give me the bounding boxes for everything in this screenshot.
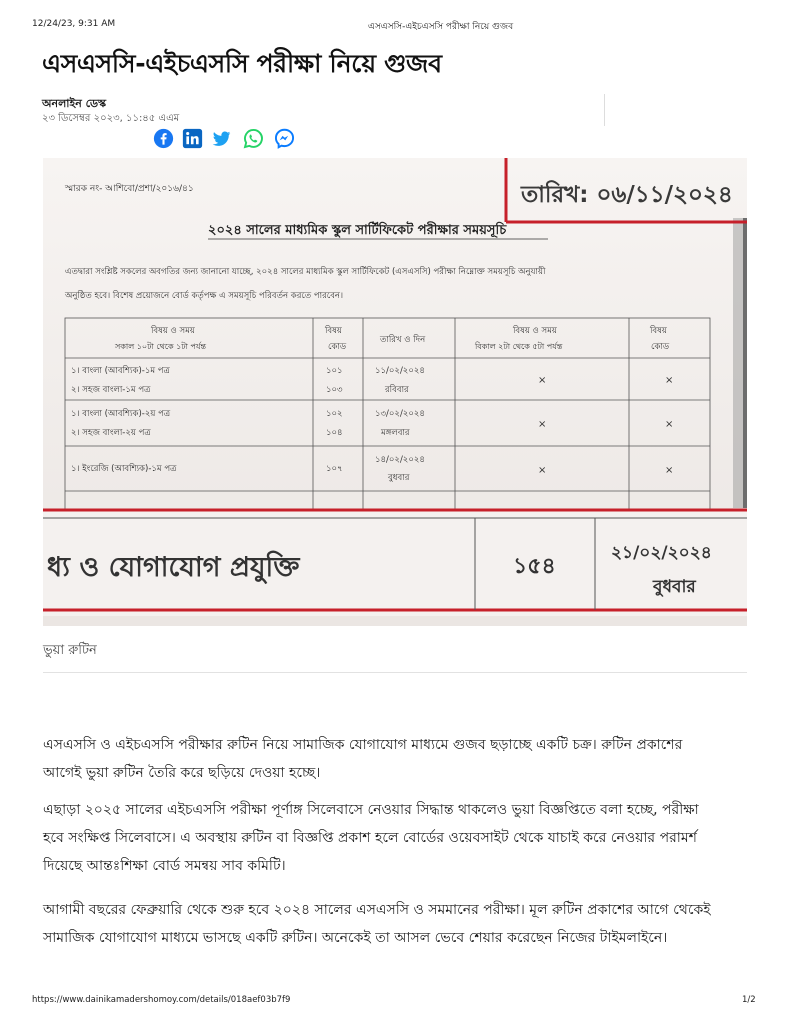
row2-code-1: ১০২	[326, 409, 343, 419]
row2-pm: ×	[538, 419, 547, 430]
row1-subject-2: ২। সহজ বাংলা-১ম পত্র	[71, 385, 151, 395]
row3-date: ১৪/০২/২০২৪	[375, 455, 425, 465]
messenger-icon[interactable]	[274, 128, 295, 149]
row2-subject-1: ১। বাংলা (আবশ্যিক)-২য় পত্র	[71, 409, 171, 419]
row3-pm: ×	[538, 465, 547, 476]
row1-pm: ×	[538, 375, 547, 386]
col-subject-morning: বিষয় ও সময়	[151, 326, 195, 336]
linkedin-icon[interactable]	[182, 128, 203, 149]
notice-line-2: অনুষ্ঠিত হবে। বিশেষ প্রয়োজনে বোর্ড কর্তৃপক্ষ এ সময়সূচি পরিবর্তন করতে পারবেন।	[65, 291, 344, 301]
zoomed-inset	[43, 510, 747, 616]
col-code-right-2: কোড	[651, 342, 670, 352]
row3-code-1: ১০৭	[326, 464, 343, 474]
date-stamp-text: তারিখ: ০৬/১১/২০২৪	[521, 182, 733, 208]
image-caption: ভুয়া রুটিন	[43, 643, 97, 658]
col-subject-afternoon: বিষয় ও সময়	[513, 326, 557, 336]
paragraph-line: আগেই ভুয়া রুটিন তৈরি করে ছড়িয়ে দেওয়া হচ্ছে।	[43, 765, 321, 781]
col-date-day: তারিখ ও দিন	[380, 335, 426, 345]
memo-number: স্মারক নং- আশিবো/প্রশা/২০১৬/৪১	[65, 184, 194, 194]
print-datetime: 12/24/23, 9:31 AM	[32, 19, 116, 29]
print-doc-title: এসএসসি-এইচএসসি পরীক্ষা নিয়ে গুজব	[368, 22, 514, 32]
page-url[interactable]: https://www.dainikamadershomoy.com/details/018aef03b7f9	[32, 995, 291, 1005]
paragraph-3	[43, 896, 747, 952]
page-number: 1/2	[742, 995, 756, 1005]
col-code-right: বিষয়	[650, 326, 667, 336]
publish-date: ২৩ ডিসেম্বর ২০২৩, ১১:৪৫ এএম	[42, 113, 180, 124]
facebook-icon[interactable]	[153, 128, 174, 149]
row3-pm-code: ×	[665, 465, 674, 476]
paragraph-1	[43, 731, 747, 787]
routine-heading: ২০২৪ সালের মাধ্যমিক স্কুল সার্টিফিকেট পরীক্ষার সময়সূচি	[208, 223, 507, 238]
twitter-icon[interactable]	[211, 128, 232, 149]
col-subject-afternoon-time: বিকাল ২টা থেকে ৫টা পর্যন্ত	[475, 342, 563, 351]
row1-day: রবিবার	[385, 385, 409, 395]
row3-day: বুধবার	[388, 473, 410, 483]
whatsapp-icon[interactable]	[243, 128, 264, 149]
page-title: এসএসসি-এইচএসসি পরীক্ষা নিয়ে গুজব	[42, 49, 442, 78]
paragraph-line: সামাজিক যোগাযোগ মাধ্যমে ভাসছে একটি রুটিন। অনেকেই তা আসল ভেবে শেয়ার করেছেন নিজের টাইমলাইনে।	[43, 930, 668, 946]
paragraph-line: দিয়েছে আন্তঃশিক্ষা বোর্ড সমন্বয় সাব কমিটি।	[43, 858, 286, 874]
zoom-subject: ধ্য ও যোগাযোগ প্রযুক্তি	[47, 552, 300, 583]
author-name[interactable]: অনলাইন ডেস্ক	[42, 97, 107, 110]
row2-date: ১৩/০২/২০২৪	[375, 409, 425, 419]
row1-subject-1: ১। বাংলা (আবশ্যিক)-১ম পত্র	[71, 366, 170, 376]
col-code: বিষয়	[325, 326, 342, 336]
col-code-2: কোড	[328, 342, 347, 352]
caption-divider	[43, 672, 747, 673]
zoom-date: ২১/০২/২০২৪	[611, 543, 712, 563]
row1-date: ১১/০২/২০২৪	[375, 366, 425, 376]
row2-subject-2: ২। সহজ বাংলা-২য় পত্র	[71, 428, 151, 438]
notice-line-1: এতদ্বারা সংশ্লিষ্ট সকলের অবগতির জন্য জানানো যাচ্ছে, ২০২৪ সালের মাধ্যমিক স্কুল সার্টিফিকেট (এসএসসি) পরীক্ষা নিম্নোক্ত সময়সূচি অনুযায়ী	[65, 267, 546, 277]
paragraph-line: এছাড়া ২০২৫ সালের এইচএসসি পরীক্ষা পূর্ণাঙ্গ সিলেবাসে নেওয়ার সিদ্ধান্ত থাকলেও ভুয়া বিজ্ঞপ্তিতে বলা হচ্ছে, পরীক্ষা	[43, 802, 699, 818]
row1-code-1: ১০১	[326, 366, 343, 376]
row2-pm-code: ×	[665, 419, 674, 430]
row1-pm-code: ×	[665, 375, 674, 386]
zoom-day: বুধবার	[653, 577, 696, 597]
row3-subject-1: ১। ইংরেজি (আবশ্যিক)-১ম পত্র	[71, 464, 177, 474]
fake-routine-image	[43, 158, 747, 626]
meta-divider	[604, 94, 605, 126]
col-subject-morning-time: সকাল ১০টা থেকে ১টা পর্যন্ত	[115, 342, 207, 351]
row2-code-2: ১০৪	[326, 428, 343, 438]
paragraph-line: আগামী বছরের ফেব্রুয়ারি থেকে শুরু হবে ২০২৪ সালের এসএসসি ও সমমানের পরীক্ষা। মূল রুটিন প্রকাশের আগে থেকেই	[43, 902, 711, 918]
paragraph-line: হবে সংক্ষিপ্ত সিলেবাসে। এ অবস্থায় রুটিন বা বিজ্ঞপ্তি প্রকাশ হলে বোর্ডের ওয়েবসাইট থেকে যাচাই করে নেওয়ার পরামর্শ	[43, 830, 697, 846]
paragraph-line: এসএসসি ও এইচএসসি পরীক্ষার রুটিন নিয়ে সামাজিক যোগাযোগ মাধ্যমে গুজব ছড়াচ্ছে একটি চক্র। রুটিন প্রকাশের	[43, 737, 683, 753]
row2-day: মঙ্গলবার	[381, 428, 410, 438]
paragraph-2	[43, 796, 747, 880]
zoom-code: ১৫৪	[513, 554, 556, 579]
row1-code-2: ১০৩	[326, 385, 343, 395]
